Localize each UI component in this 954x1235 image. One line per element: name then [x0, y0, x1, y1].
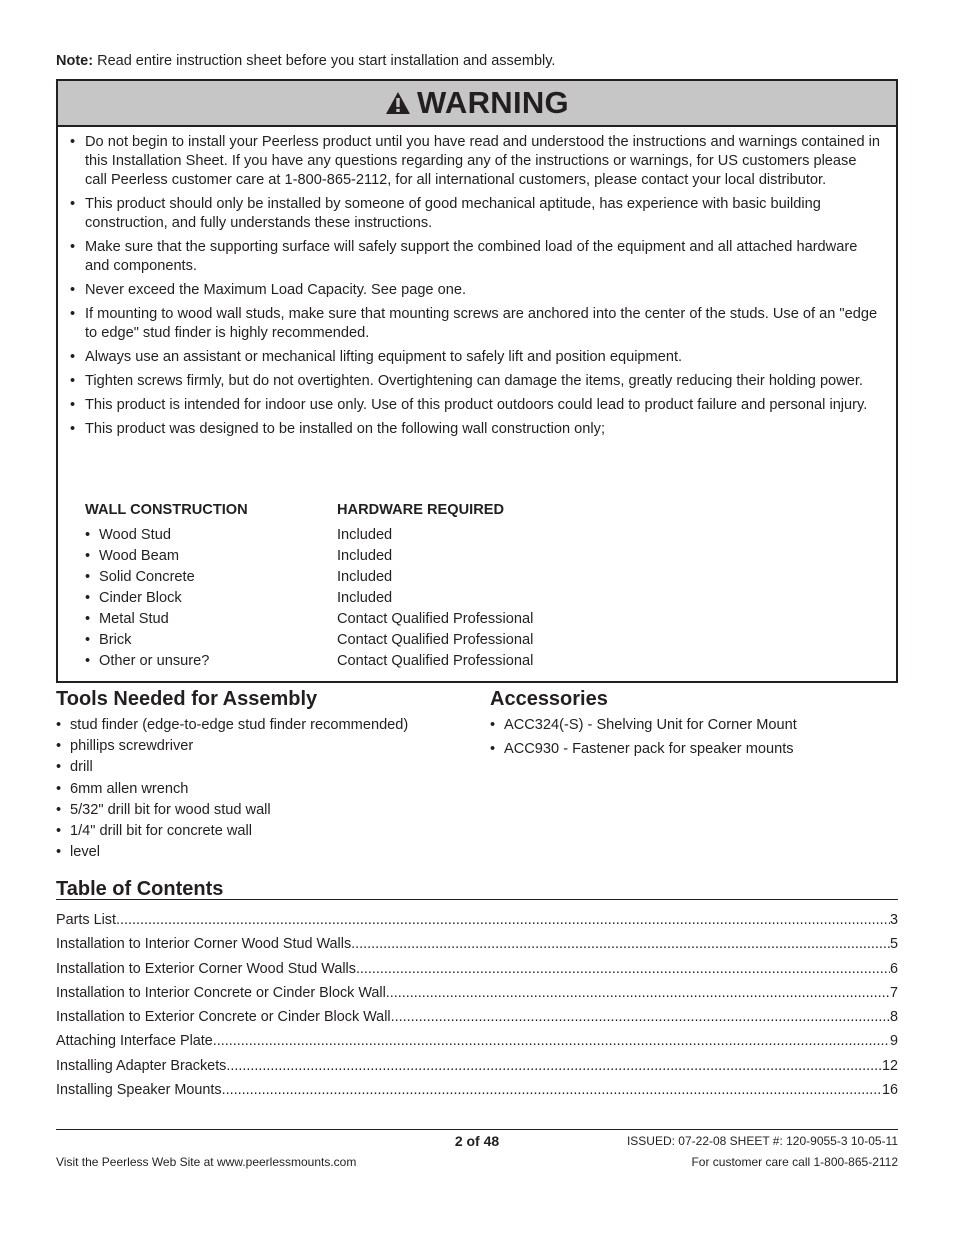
toc-entry — [56, 912, 898, 936]
warning-list — [58, 127, 896, 439]
warning-item: • Always use an assistant or mechanical lifting equipment to safely lift and position equipment. — [70, 348, 882, 367]
bullet: • — [85, 653, 91, 669]
toc-entry — [56, 961, 898, 985]
tool-item: • 6mm allen wrench — [56, 781, 476, 802]
toc-leader-dots — [226, 1058, 882, 1074]
bullet: • — [85, 527, 91, 543]
wall-table-row — [85, 653, 533, 674]
bullet: • — [85, 632, 91, 648]
toc-leader-dots — [213, 1033, 890, 1049]
toc-entry-label: Installation to Exterior Corner Wood Stud Walls — [56, 960, 356, 977]
toc-entry-page: 7 — [889, 984, 898, 1001]
toc-entry — [56, 1009, 898, 1033]
wall-construction-header: WALL CONSTRUCTION — [85, 502, 248, 518]
toc-entry — [56, 985, 898, 1009]
warning-header — [58, 81, 896, 127]
customer-care-note: For customer care call 1-800-865-2112 — [691, 1155, 898, 1169]
hardware-required: Contact Qualified Professional — [337, 611, 534, 627]
warning-item: • If mounting to wood wall studs, make sure that mounting screws are anchored into the center of the studs. Use of an "edge to edge" stud finder is highly recommended. — [70, 305, 882, 343]
wall-table-rows — [85, 527, 533, 674]
toc-entry-label: Installation to Interior Corner Wood Stud Walls — [56, 936, 352, 953]
bullet: • — [85, 611, 91, 627]
wall-type: Cinder Block — [99, 590, 182, 606]
toc-entry-label: Attaching Interface Plate — [56, 1033, 213, 1050]
tool-item: • 5/32" drill bit for wood stud wall — [56, 802, 476, 823]
warning-item: • This product was designed to be installed on the following wall construction only; — [70, 420, 882, 439]
warning-item: • This product is intended for indoor use only. Use of this product outdoors could lead to product failure and personal injury. — [70, 396, 882, 415]
accessory-item: • ACC324(-S) - Shelving Unit for Corner Mount — [490, 717, 900, 741]
toc-list — [56, 912, 898, 1106]
hardware-required: Contact Qualified Professional — [337, 653, 534, 669]
table-of-contents — [56, 877, 898, 1106]
toc-entry-page: 3 — [889, 912, 898, 928]
wall-type: Other or unsure? — [99, 653, 210, 669]
hardware-required: Included — [337, 527, 393, 543]
toc-entry-page: 12 — [881, 1057, 898, 1074]
toc-entry — [56, 1082, 898, 1106]
footer-divider — [56, 1129, 898, 1130]
wall-type: Wood Beam — [99, 548, 180, 564]
wall-table-row — [85, 527, 533, 548]
bullet: • — [85, 569, 91, 585]
wall-type-cell — [85, 611, 337, 632]
hardware-required: Included — [337, 569, 393, 585]
wall-type-cell — [85, 632, 337, 653]
wall-table-row — [85, 569, 533, 590]
warning-triangle-icon — [385, 91, 411, 115]
toc-leader-dots — [116, 912, 890, 928]
accessories-section — [490, 688, 900, 765]
tools-title: Tools Needed for Assembly — [56, 688, 318, 710]
warning-item: • Do not begin to install your Peerless product until you have read and understood the instructions and warnings contained in this Installation Sheet. If you have any questions regarding any of the instructions or warnings, for US customers please call Peerless customer care at 1-800-865-2112, for all international customers, please contact your local distributor. — [70, 133, 882, 190]
tool-item: • level — [56, 844, 476, 865]
toc-leader-dots — [386, 985, 890, 1001]
wall-type: Brick — [99, 632, 132, 648]
toc-entry-label: Installing Adapter Brackets — [56, 1057, 227, 1074]
tool-item: • 1/4" drill bit for concrete wall — [56, 823, 476, 844]
accessories-list — [490, 717, 900, 765]
toc-title: Table of Contents — [56, 877, 898, 900]
issued-info: ISSUED: 07-22-08 SHEET #: 120-9055-3 10-05-11 — [626, 1134, 898, 1148]
warning-title: WARNING — [417, 85, 569, 120]
toc-entry-label: Parts List — [56, 912, 116, 928]
wall-table-row — [85, 611, 533, 632]
tools-list — [56, 717, 476, 865]
wall-type: Metal Stud — [99, 611, 169, 627]
wall-type-cell — [85, 653, 337, 674]
wall-table-row — [85, 548, 533, 569]
toc-entry-label: Installing Speaker Mounts — [56, 1082, 222, 1099]
wall-type-cell — [85, 569, 337, 590]
warning-item: • Make sure that the supporting surface will safely support the combined load of the equipment and all attached hardware and components. — [70, 238, 882, 276]
bullet: • — [85, 590, 91, 606]
toc-entry-page: 6 — [889, 960, 898, 977]
bullet: • — [85, 548, 91, 564]
warning-item: • This product should only be installed by someone of good mechanical aptitude, has experience with basic building construction, and fully understands these instructions. — [70, 195, 882, 233]
tools-section — [56, 688, 476, 865]
hardware-required: Contact Qualified Professional — [337, 632, 534, 648]
note-label: Note: — [56, 53, 94, 69]
accessory-item: • ACC930 - Fastener pack for speaker mounts — [490, 741, 900, 765]
wall-table-row — [85, 632, 533, 653]
wall-construction-table — [85, 502, 533, 674]
toc-entry — [56, 1058, 898, 1082]
wall-table-row — [85, 590, 533, 611]
warning-item: • Tighten screws firmly, but do not overtighten. Overtightening can damage the items, greatly reducing their holding power. — [70, 372, 882, 391]
toc-leader-dots — [391, 1009, 890, 1025]
wall-type-cell — [85, 590, 337, 611]
toc-entry — [56, 936, 898, 960]
toc-entry-label: Installation to Interior Concrete or Cinder Block Wall — [56, 984, 386, 1001]
warning-item: • Never exceed the Maximum Load Capacity. See page one. — [70, 281, 882, 300]
tool-item: • drill — [56, 759, 476, 780]
toc-entry-page: 5 — [889, 936, 898, 953]
toc-entry — [56, 1033, 898, 1057]
toc-leader-dots — [351, 936, 890, 952]
note-text: Read entire instruction sheet before you start installation and assembly. — [93, 53, 556, 69]
website-note: Visit the Peerless Web Site at www.peerlessmounts.com — [56, 1155, 357, 1169]
toc-leader-dots — [222, 1082, 882, 1098]
wall-type-cell — [85, 527, 337, 548]
toc-leader-dots — [356, 961, 890, 977]
tool-item: • stud finder (edge-to-edge stud finder recommended) — [56, 717, 476, 738]
hardware-required: Included — [337, 590, 393, 606]
warning-box — [56, 79, 898, 683]
note-line — [56, 53, 555, 69]
accessories-title: Accessories — [490, 688, 608, 710]
toc-entry-label: Installation to Exterior Concrete or Cinder Block Wall — [56, 1009, 391, 1026]
toc-entry-page: 16 — [881, 1082, 898, 1099]
wall-table-header — [85, 502, 533, 527]
hardware-required: Included — [337, 548, 393, 564]
page-number: 2 of 48 — [454, 1133, 500, 1149]
tool-item: • phillips screwdriver — [56, 738, 476, 759]
wall-type-cell — [85, 548, 337, 569]
wall-type: Wood Stud — [99, 527, 171, 543]
toc-entry-page: 8 — [889, 1009, 898, 1026]
hardware-required-header: HARDWARE REQUIRED — [337, 502, 505, 518]
toc-entry-page: 9 — [889, 1033, 898, 1050]
wall-type: Solid Concrete — [99, 569, 195, 585]
